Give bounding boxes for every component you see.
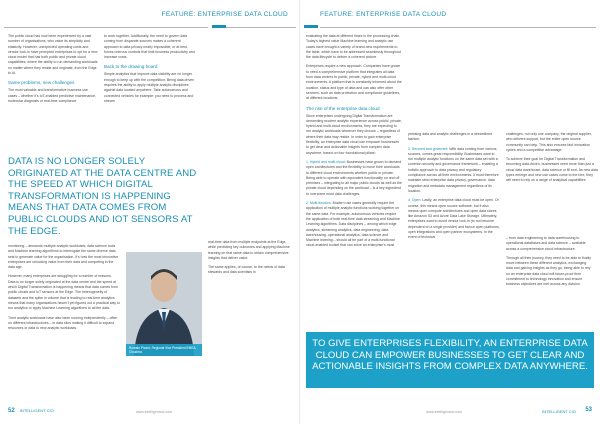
right-footer (306, 408, 596, 418)
paragraph: pressing data and analytic challenges in a streamlined fashion. (408, 132, 493, 142)
person-silhouette-icon (126, 252, 202, 356)
left-column-lower (8, 244, 120, 404)
page-number: 53 (585, 407, 592, 413)
left-page-header (4, 12, 296, 28)
left-column-1 (8, 34, 98, 154)
header-rule (4, 27, 208, 28)
footer-url: www.intelligentcio.com (136, 410, 173, 414)
header-rule-right (226, 27, 296, 28)
header-accent-tab (304, 25, 318, 28)
list-text: Businesses have grown to demand open architectures and the flexibility to move their workloads to different cloud environments whether public or private. Being able to operate with equivalent functionality on and off premises – integrating to all major public clouds as well as the private cloud depending on the workload – is a key ingredient to overcome most data challenges. (306, 159, 402, 196)
paragraph: Since enterprises undergoing Digital Transformation are demanding modern analytic experience across public, private, hybrid and multi-cloud environments, they are expecting to run analytic workloads wherever they choose – regardless of where their data may reside. In order to gain enterprise flexibility, an enterprise data cloud can empower businesses to get clear and actionable insights from complex data anywhere, based on four foundational pillars: (306, 113, 402, 155)
paragraph: – from data engineering to data warehousing to operational databases and data science – available across a comprehensive cloud infrastructure. (506, 236, 586, 251)
photo-caption: Romain Picard, Regional Vice President EMEA, Cloudera (126, 344, 202, 356)
paragraph: Through all their journey, they need to be able to fluidly move between these different analytics, exchanging data and gaining insights as they go, being able to rely on an enterprise data cloud will future-proof their commitment to technology innovation and ensure business objectives are met across any division. (506, 255, 591, 287)
list-text: Modern use cases generally require the application of multiple analytic functions working together on the same data. For example, autonomous vehicles require the application of both real-time data streaming and Machine Learning algorithms. Data disciplines – among which edge analytics, streaming analytics, data engineering, data warehousing, operational analytics, data science and Machine learning – should all be part of a multi-functional cloud-enabled toolset that can solve an enterprise's most (306, 201, 400, 248)
subheading: Back to the drawing board (104, 64, 158, 70)
subheading: Same problems, new challenges (8, 80, 75, 86)
left-column-3 (208, 240, 294, 406)
pull-quote: DATA IS NO LONGER SOLELY ORIGINATED AT THE DATA CENTRE AND THE SPEED AT WHICH DIGITAL TRANSFORMATION IS HAPPENING MEANS THAT DATA COMES FROM PUBLIC CLOUDS AND IOT SENSORS AT THE EDGE. (8, 156, 197, 237)
right-page (300, 0, 600, 424)
paragraph: Their analytic workloads have also been running independently – often on different infrastructures – in data silos making it difficult to expand resources or data to new analytic workloads. (8, 315, 118, 331)
paragraph: Simple analytics that improve data visibility are no longer enough to keep up with the competition. Being data driven requires the ability to apply multiple analytic disciplines against data located anywhere. Take autonomous and connected vehicles for example: you need to process and stream (104, 72, 195, 103)
list-text: With data coming from various sources, comes great responsibility. Businesses want to run multiple analytic functions on the same data set with a common security and governance framework – enabling a holistic approach to data privacy and regulatory compliance across all their environments. It must therefore maintain strict enterprise data privacy, governance, data migration and metadata management regardless of its location. (408, 146, 499, 193)
paragraph: The public cloud has now been experienced by a vast number of organisations, who value its simplicity and elasticity. However, unexpected operating costs and vendor lock-in have prompted enterprises to opt for a new cloud model that has both public and private cloud capabilities, where the ability to run demanding workloads no matter where they reside and originate, from the Edge to AI. (8, 34, 98, 76)
paragraph: The same applies, of course, to the needs of data stewards and data scientists in (208, 265, 285, 275)
portrait-photo (126, 252, 202, 356)
paragraph: real-time data from multiple endpoints at the Edge, while predicting key outcomes and applying Machine learning on that same data to obtain comprehensive insights that deliver value. (208, 240, 290, 260)
right-column-4 (506, 236, 594, 328)
list-label: 3. Secured and governed: (408, 146, 449, 151)
magazine-name: INTELLIGENT CIO (542, 409, 576, 414)
paragraph: The most valuable and transformative business use cases – whether it's IoT-enabled predictive maintenance, molecular diagnosis or real-time compliance (8, 88, 97, 103)
paragraph: monitoring – demands multiple analytic workloads, data science tools and Machine learning algorithms to interrogate the same diverse data sets to generate value for the organisation. It's how the most innovative enterprises are unlocking value from their data and competing in the data age. (8, 244, 119, 270)
magazine-name: INTELLIGENT CIO (19, 408, 54, 413)
paragraph: Enterprises require a new approach. Companies have grown to need a comprehensive platform that integrates all data from data centres to public, private, hybrid and multi-cloud environments. A platform that is constantly informed about the location, status and type of data and can also offer other services, such as data protection and compliance guidelines, at different locations. (306, 64, 402, 101)
list-text: Lastly, an enterprise data cloud must be open. Of course, this means open source software, but it also means open compute architectures and open data stores like Amazon S3 and Azure Data Lake Storage. Ultimately, enterprises want to avoid vendor lock-in (to not become dependent on a single provider) and favour open platforms, open integrations and open partner ecosystems. In the event of technical (408, 198, 500, 240)
paragraph (408, 198, 500, 240)
paragraph (306, 201, 402, 249)
section-title: FEATURE: ENTERPRISE DATA CLOUD (320, 11, 447, 18)
header-rule (320, 27, 596, 28)
paragraph: to work together. Additionally, the need to govern data coming from disparate sources makes a coherent approach to data privacy nearly impossible, or at best, forces onerous controls that limit business productivity and increase costs. (104, 34, 195, 60)
section-title: FEATURE: ENTERPRISE DATA CLOUD (161, 11, 288, 18)
paragraph: challenges, not only one company, the original supplier, who delivers support, but the entire open source community can help. This also ensures fast innovation cycles and a competitive advantage. (506, 132, 592, 152)
left-footer (8, 408, 298, 418)
list-label: 4. Open: (408, 198, 422, 203)
paragraph (408, 147, 500, 195)
subheading: The rise of the enterprise data cloud (306, 105, 380, 111)
list-label: 1. Hybrid and multi-cloud: (306, 159, 346, 164)
paragraph: However, many enterprises are struggling for a number of reasons. Data is no longer solely originated at the data centre and the speed at which Digital Transformation is happening means that data comes from public clouds and IoT sensors at the Edge. The heterogeneity of datasets and the spike in volume that is leading to real-time analytics means that many organisations haven't yet figured out a practical way to run analytics or apply Machine Learning algorithms to all the data. (8, 274, 120, 311)
list-label: 2. Multi-function: (306, 201, 332, 206)
right-page-header (304, 12, 596, 28)
paragraph: To achieve their goal for Digital Transformation and becoming data-driven, businesses need more than just a cloud data warehouse, data science or BI tool. As new data types emerge and new use cases come to the fore, they will need to rely on a range of analytical capabilities (506, 157, 598, 183)
left-column-2 (104, 34, 196, 154)
paragraph (306, 160, 402, 197)
pull-quote: TO GIVE ENTERPRISES FLEXIBILITY, AN ENTERPRISE DATA CLOUD CAN EMPOWER BUSINESSES TO GET CLEAR AND ACTIONABLE INSIGHTS FROM COMPLEX DATA ANYWHERE. (306, 332, 594, 388)
footer-url: www.intelligentcio.com (426, 410, 463, 414)
page-number: 52 (8, 408, 15, 414)
right-column-2 (408, 132, 500, 328)
paragraph: evaluating the data at different times in the processing chain. Today's highest value Machine learning and analytic use cases have brought a variety of brand-new requirements to the table, which have to be addressed seamlessly throughout the data lifecycle to deliver a coherent picture. (306, 34, 401, 60)
header-accent-tab (212, 25, 226, 28)
